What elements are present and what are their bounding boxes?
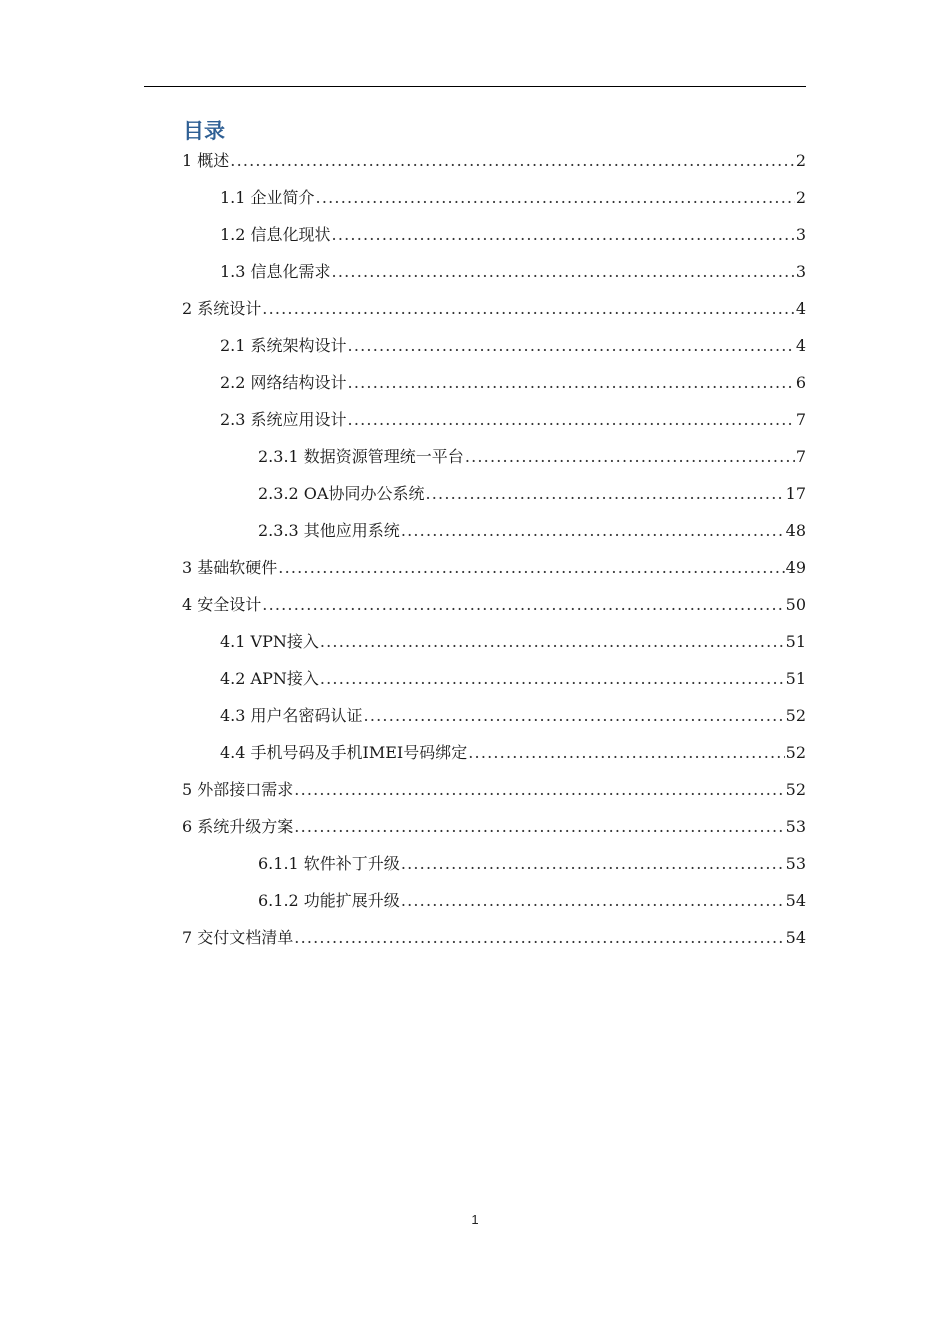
toc-dot-leader: [348, 364, 795, 401]
toc-entry-label: 2 系统设计: [182, 299, 262, 318]
toc-entry[interactable]: [220, 216, 806, 253]
toc-entry-page: 49: [785, 558, 806, 577]
toc-entry-page: 17: [785, 484, 806, 503]
toc-entry-label: 4 安全设计: [182, 595, 262, 614]
toc-entry-label: 4.4 手机号码及手机IMEI号码绑定: [220, 743, 468, 762]
toc-entry[interactable]: [258, 512, 806, 549]
toc-entry-page: 2: [795, 151, 806, 170]
toc-entry-label: 4.2 APN接入: [220, 669, 319, 688]
toc-entry-page: 51: [785, 632, 806, 651]
toc-entry[interactable]: [258, 475, 806, 512]
toc-entry[interactable]: [182, 919, 806, 956]
toc-entry-label: 2.3 系统应用设计: [220, 410, 347, 429]
toc-dot-leader: [294, 808, 784, 845]
toc-entry-page: 48: [785, 521, 806, 540]
page-number: 1: [471, 1212, 479, 1227]
toc-dot-leader: [320, 623, 785, 660]
toc-dot-leader: [348, 401, 795, 438]
toc-entry-page: 3: [795, 262, 806, 281]
toc-dot-leader: [465, 438, 795, 475]
toc-entry-label: 2.3.3 其他应用系统: [258, 521, 400, 540]
toc-dot-leader: [401, 845, 785, 882]
toc-dot-leader: [294, 771, 784, 808]
toc-title: 目录: [183, 119, 225, 143]
toc-entry[interactable]: [220, 660, 806, 697]
toc-entry[interactable]: [182, 290, 806, 327]
toc-entry-label: 3 基础软硬件: [182, 558, 278, 577]
toc-entry-page: 54: [785, 928, 806, 947]
toc-entry[interactable]: [220, 734, 806, 771]
toc-entry-page: 7: [795, 447, 806, 466]
toc-entry[interactable]: [182, 142, 806, 179]
toc-entry-label: 4.3 用户名密码认证: [220, 706, 363, 725]
toc-entry-label: 2.3.2 OA协同办公系统: [258, 484, 425, 503]
toc-entry-label: 1.3 信息化需求: [220, 262, 331, 281]
toc-entry-page: 3: [795, 225, 806, 244]
toc-entry-label: 5 外部接口需求: [182, 780, 294, 799]
toc-entry-label: 1.2 信息化现状: [220, 225, 331, 244]
toc-entry-page: 52: [785, 743, 806, 762]
toc-entry[interactable]: [258, 845, 806, 882]
toc-dot-leader: [230, 142, 795, 179]
toc-entry-page: 50: [785, 595, 806, 614]
toc-dot-leader: [320, 660, 785, 697]
toc-dot-leader: [294, 919, 784, 956]
toc-entry-page: 53: [785, 854, 806, 873]
toc-entry-page: 51: [785, 669, 806, 688]
toc-entry[interactable]: [182, 549, 806, 586]
toc-entry-label: 1 概述: [182, 151, 230, 170]
toc-entry-page: 52: [785, 706, 806, 725]
toc-entry[interactable]: [220, 697, 806, 734]
toc-entry-label: 6.1.2 功能扩展升级: [258, 891, 400, 910]
toc-entry-label: 2.1 系统架构设计: [220, 336, 347, 355]
toc-dot-leader: [262, 290, 795, 327]
header-rule: [144, 86, 806, 87]
toc-dot-leader: [401, 512, 785, 549]
toc-dot-leader: [262, 586, 784, 623]
table-of-contents: [0, 142, 950, 962]
toc-entry-label: 7 交付文档清单: [182, 928, 294, 947]
toc-entry[interactable]: [220, 253, 806, 290]
toc-dot-leader: [332, 216, 795, 253]
toc-dot-leader: [468, 734, 784, 771]
toc-entry-page: 6: [795, 373, 806, 392]
toc-entry[interactable]: [182, 586, 806, 623]
toc-entry[interactable]: [220, 401, 806, 438]
toc-entry-page: 53: [785, 817, 806, 836]
toc-dot-leader: [348, 327, 795, 364]
toc-entry-page: 4: [795, 299, 806, 318]
toc-entry-page: 54: [785, 891, 806, 910]
toc-entry-page: 4: [795, 336, 806, 355]
toc-entry[interactable]: [220, 327, 806, 364]
toc-entry-page: 7: [795, 410, 806, 429]
toc-entry-label: 4.1 VPN接入: [220, 632, 319, 651]
toc-entry-label: 2.3.1 数据资源管理统一平台: [258, 447, 464, 466]
toc-entry-page: 2: [795, 188, 806, 207]
toc-entry[interactable]: [182, 771, 806, 808]
toc-dot-leader: [364, 697, 785, 734]
toc-entry[interactable]: [182, 808, 806, 845]
toc-dot-leader: [401, 882, 785, 919]
toc-entry-label: 1.1 企业简介: [220, 188, 315, 207]
toc-dot-leader: [425, 475, 784, 512]
toc-entry[interactable]: [220, 364, 806, 401]
toc-dot-leader: [278, 549, 784, 586]
toc-entry[interactable]: [220, 179, 806, 216]
toc-dot-leader: [332, 253, 795, 290]
toc-entry[interactable]: [258, 438, 806, 475]
toc-entry-page: 52: [785, 780, 806, 799]
toc-entry-label: 6 系统升级方案: [182, 817, 294, 836]
toc-dot-leader: [316, 179, 795, 216]
toc-entry[interactable]: [220, 623, 806, 660]
toc-entry[interactable]: [258, 882, 806, 919]
toc-entry-label: 6.1.1 软件补丁升级: [258, 854, 400, 873]
toc-entry-label: 2.2 网络结构设计: [220, 373, 347, 392]
